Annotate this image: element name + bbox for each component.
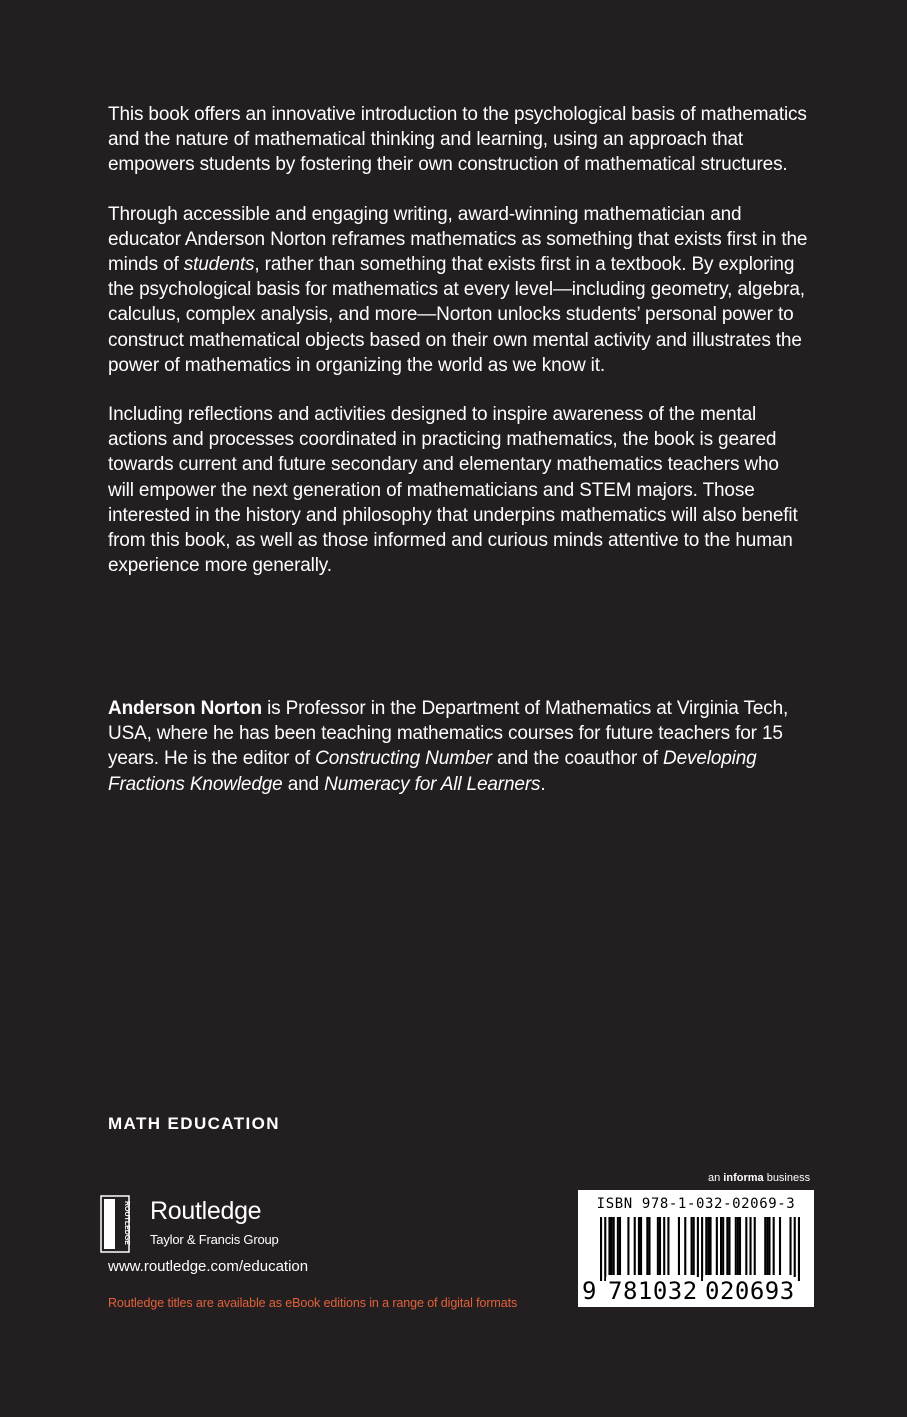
barcode-bar xyxy=(693,1217,695,1275)
barcode-bar xyxy=(648,1217,650,1275)
author-bio: Anderson Norton is Professor in the Department of Mathematics at Virginia Tech, USA, where he has been teaching mathematics courses for future teachers for 15 years. He is the editor of Constructing Number and the coauthor of Developing Fractions Knowledge and Numeracy for All Learners. xyxy=(108,698,789,795)
publisher-name: Routledge xyxy=(150,1197,262,1225)
barcode-bar xyxy=(638,1217,640,1275)
barcode-bar xyxy=(611,1217,613,1275)
description-paragraph-2: Through accessible and engaging writing, award-winning mathematician and educator Anderson Norton reframes mathematics as something that exists first in the minds of students, rather than something that exists first in a textbook. By exploring the psychological basis for mathematics at every level—including geometry, algebra, calculus, complex analysis, and more—Norton unlocks students’ personal power to construct mathematical objects based on their own mental activity and illustrates the power of mathematics in organizing the world as we know it. xyxy=(108,203,808,376)
barcode-bar xyxy=(705,1217,707,1275)
informa-business-mark: an informa business xyxy=(708,1172,811,1184)
book-title: Numeracy for All Learners xyxy=(324,773,541,795)
barcode-bar xyxy=(663,1217,665,1275)
barcode-bar xyxy=(657,1217,659,1275)
publisher-url[interactable]: www.routledge.com/education xyxy=(108,1258,309,1275)
barcode-bar xyxy=(627,1217,629,1275)
barcode-bar xyxy=(749,1217,751,1275)
ebook-note: Routledge titles are available as eBook editions in a range of digital formats xyxy=(108,1296,518,1310)
barcode-bar xyxy=(667,1217,669,1275)
barcode-bar xyxy=(728,1217,730,1275)
publisher-logo xyxy=(100,1195,340,1255)
barcode-bar xyxy=(634,1217,636,1275)
barcode-bar xyxy=(604,1217,606,1281)
barcode-bar xyxy=(646,1217,648,1275)
description-paragraph-3: Including reflections and activities designed to inspire awareness of the mental actions and processes coordinated in practicing mathematics, the book is geared towards current and future secondary and elementary mathematics teachers who will empower the next generation of mathematicians and STEM majors. Those interested in the history and philosophy that underpins mathematics will also benefit from this book, as well as those informed and curious minds attentive to the human experience more generally. xyxy=(108,404,798,577)
author-name: Anderson Norton xyxy=(108,698,262,719)
barcode-bar xyxy=(745,1217,747,1275)
barcode-bar xyxy=(768,1217,770,1275)
barcode-bar xyxy=(640,1217,642,1275)
barcode-bar xyxy=(678,1217,680,1275)
isbn-label: ISBN 978-1-032-02069-3 xyxy=(596,1196,796,1212)
barcode-bar xyxy=(773,1217,775,1275)
routledge-logo-icon xyxy=(100,1195,130,1253)
barcode-bar xyxy=(789,1217,791,1275)
barcode-bar xyxy=(697,1217,699,1281)
barcode-bar xyxy=(766,1217,768,1275)
barcode-bar xyxy=(613,1217,615,1275)
barcode-digits: 9 781032 020693 xyxy=(582,1277,795,1305)
barcode-bar xyxy=(735,1217,737,1275)
barcode-panel xyxy=(578,1190,814,1307)
barcode-bar xyxy=(716,1217,718,1275)
book-title: Developing Fractions Knowledge xyxy=(108,748,757,795)
barcode-bar xyxy=(617,1217,619,1275)
svg-text:ROUTLEDGE: ROUTLEDGE xyxy=(123,1201,130,1245)
barcode-bar xyxy=(726,1217,728,1275)
barcode-bar xyxy=(600,1217,602,1281)
book-title: Constructing Number xyxy=(315,748,492,770)
barcode-bar xyxy=(720,1217,722,1275)
subject-category: MATH EDUCATION xyxy=(108,1114,280,1133)
publisher-subtitle: Taylor & Francis Group xyxy=(150,1232,279,1247)
barcode-bar xyxy=(722,1217,724,1275)
barcode-bar xyxy=(707,1217,709,1275)
barcode-bar xyxy=(691,1217,693,1275)
barcode-bar xyxy=(684,1217,686,1275)
barcode-bar xyxy=(659,1217,661,1275)
barcode-bar xyxy=(737,1217,739,1275)
barcode-bar xyxy=(739,1217,741,1275)
barcode-bar xyxy=(608,1217,610,1275)
barcode-bar xyxy=(709,1217,711,1275)
barcode-bar xyxy=(764,1217,766,1275)
barcode-bar xyxy=(779,1217,781,1275)
barcode-bar xyxy=(794,1217,796,1281)
book-description xyxy=(108,102,808,602)
barcode-bar xyxy=(798,1217,800,1281)
barcode-bar xyxy=(754,1217,756,1275)
barcode-bar xyxy=(701,1217,703,1281)
description-paragraph-1: This book offers an innovative introduction to the psychological basis of mathematics and the nature of mathematical thinking and learning, using an approach that empowers students by fostering their own construction of mathematical structures. xyxy=(108,104,807,176)
barcode-icon xyxy=(600,1217,800,1281)
barcode-bar xyxy=(619,1217,621,1275)
